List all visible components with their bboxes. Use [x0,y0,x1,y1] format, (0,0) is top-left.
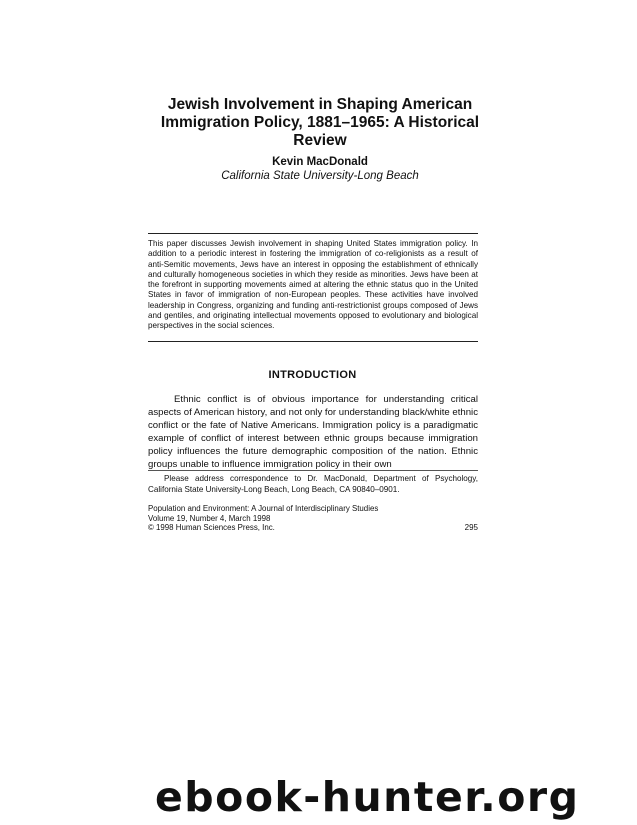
introduction-heading: INTRODUCTION [268,369,357,381]
abstract-top-rule [148,233,478,234]
correspondence-footnote: Please address correspondence to Dr. MacDonald, Department of Psychology, California State University-Long Beach, Long Beach, CA 90840–0901. [148,474,478,494]
author-name: Kevin MacDonald [272,156,368,168]
journal-info [148,504,428,533]
footnote-divider [148,470,478,471]
abstract-bottom-rule [148,341,478,342]
page-number: 295 [464,523,478,532]
abstract-text: This paper discusses Jewish involvement in shaping United States immigration policy. In addition to a periodic interest in fostering the immigration of co-religionists as a result of anti-Semitic movements, Jews have an interest in opposing the establishment of ethnically and culturally homogeneous societies in which they reside as minorities. Jews have been at the forefront in supporting movements aimed at altering the ethnic status quo in the United States in favor of immigration of non-European peoples. These activities have involved leadership in Congress, organizing and funding anti-restrictionist groups composed of Jews and gentiles, and originating intellectual movements opposed to evolutionary and biological perspectives in the social sciences. [148,239,478,331]
journal-name: Population and Environment: A Journal of Interdisciplinary Studies [148,504,379,513]
journal-volume: Volume 19, Number 4, March 1998 [148,513,271,523]
watermark-text: ebook-hunter.org [155,773,580,821]
author-affiliation: California State University-Long Beach [221,170,419,182]
journal-copyright: © 1998 Human Sciences Press, Inc. [148,523,275,533]
introduction-paragraph: Ethnic conflict is of obvious importance for understanding critical aspects of American history, and not only for understanding black/white ethnic conflict or the fate of Native Americans. Immigration policy is a paradigmatic example of conflict of interest between ethnic groups because immigration policy influences the future demographic composition of the nation. Ethnic groups unable to influence immigration policy in their own [148,394,478,470]
paper-title: Jewish Involvement in Shaping American Immigration Policy, 1881–1965: A Historical Review [160,96,480,149]
